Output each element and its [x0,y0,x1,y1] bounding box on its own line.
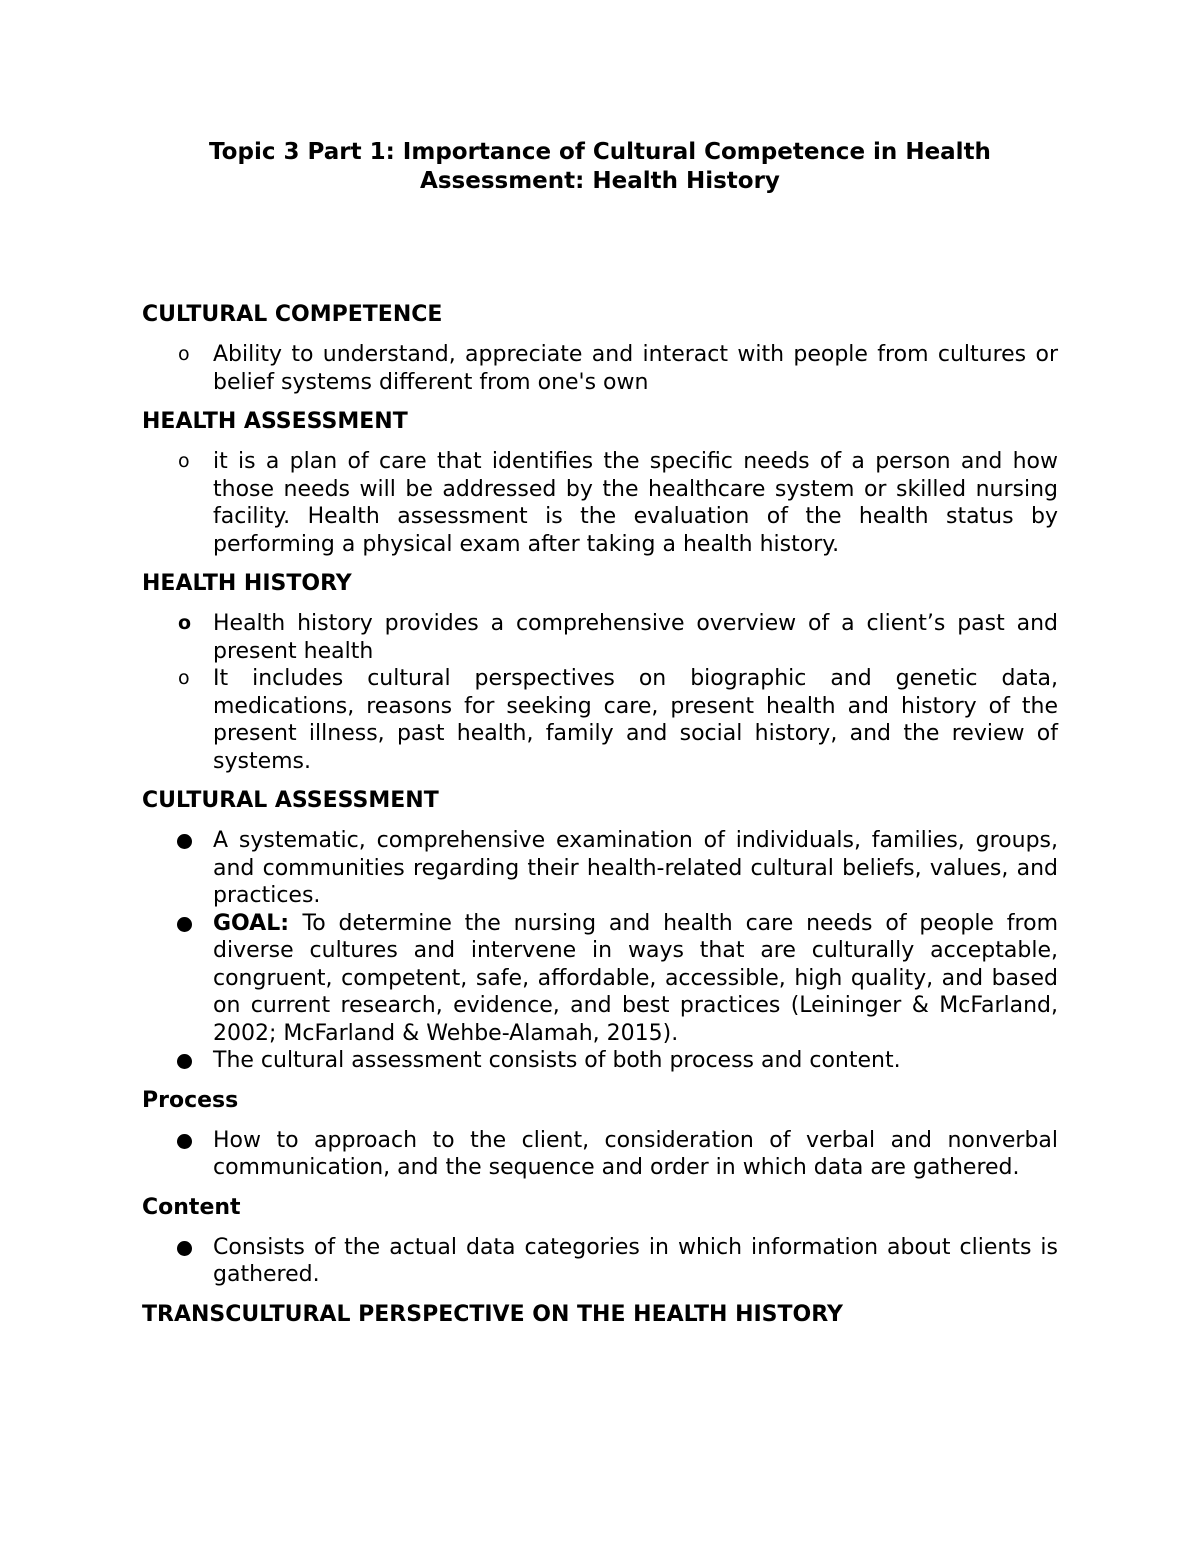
list-item [142,341,1058,396]
hollow-bullet-icon: o [178,343,190,365]
list-item-text: How to approach to the client, consideration of verbal and nonverbal communication, and the sequence and order in which data are gathered. [213,1127,1058,1180]
list-item [142,610,1058,665]
list-item-text: To determine the nursing and health care needs of people from diverse cultures and intervene in ways that are culturally acceptable, congruent, competent, safe, affordable, accessible, high quality, and based on current research, evidence, and best practices (Leininger & McFarland, 2002; McFarland & Wehbe-Alamah, 2015). [213,910,1058,1046]
list-item-text: A systematic, comprehensive examination of individuals, families, groups, and communities regarding their health-related cultural beliefs, values, and practices. [213,828,1058,908]
list-process [142,1127,1058,1182]
list-item-text: It includes cultural perspectives on biographic and genetic data, medications, reasons for seeking care, present health and history of the present illness, past health, family and social history, and the review of systems. [213,666,1058,774]
filled-bullet-icon [177,1054,192,1069]
list-health-assessment [142,448,1058,558]
hollow-bullet-icon: o [178,667,190,689]
list-item [142,665,1058,775]
filled-bullet-icon [177,834,192,849]
heading-cultural-competence: CULTURAL COMPETENCE [142,302,443,327]
goal-label: GOAL: [213,910,303,936]
list-cultural-assessment [142,827,1058,1075]
list-cultural-competence [142,341,1058,396]
filled-bullet-icon [177,1134,192,1149]
list-item-text: The cultural assessment consists of both process and content. [213,1048,901,1073]
heading-cultural-assessment: CULTURAL ASSESSMENT [142,788,439,813]
list-item-text: Ability to understand, appreciate and interact with people from cultures or belief systems different from one's own [213,342,1058,395]
hollow-bullet-icon: o [178,612,192,634]
document-title [142,138,1058,196]
list-item [142,1234,1058,1289]
heading-transcultural-perspective: TRANSCULTURAL PERSPECTIVE ON THE HEALTH HISTORY [142,1301,843,1327]
list-item [142,1127,1058,1182]
list-item-text: Consists of the actual data categories in which information about clients is gathered. [213,1234,1058,1287]
heading-content: Content [142,1194,241,1220]
list-item [142,910,1058,1048]
filled-bullet-icon [177,1241,192,1256]
list-item [142,448,1058,558]
document-page [142,138,1058,1341]
list-item [142,1047,1058,1075]
list-health-history [142,610,1058,775]
list-item-text: it is a plan of care that identifies the specific needs of a person and how those needs will be addressed by the healthcare system or skilled nursing facility. Health assessment is the evaluation of the health status by performing a physical exam after taking a health history. [213,449,1058,557]
heading-health-history: HEALTH HISTORY [142,571,352,596]
list-item-text: Health history provides a comprehensive overview of a client’s past and present health [213,611,1058,664]
hollow-bullet-icon: o [178,450,190,472]
list-content [142,1234,1058,1289]
heading-process: Process [142,1087,239,1113]
title-line-2: Assessment: Health History [420,168,780,194]
heading-health-assessment: HEALTH ASSESSMENT [142,409,408,434]
list-item [142,827,1058,910]
filled-bullet-icon [177,917,192,932]
title-line-1: Topic 3 Part 1: Importance of Cultural Competence in Health [209,139,991,165]
